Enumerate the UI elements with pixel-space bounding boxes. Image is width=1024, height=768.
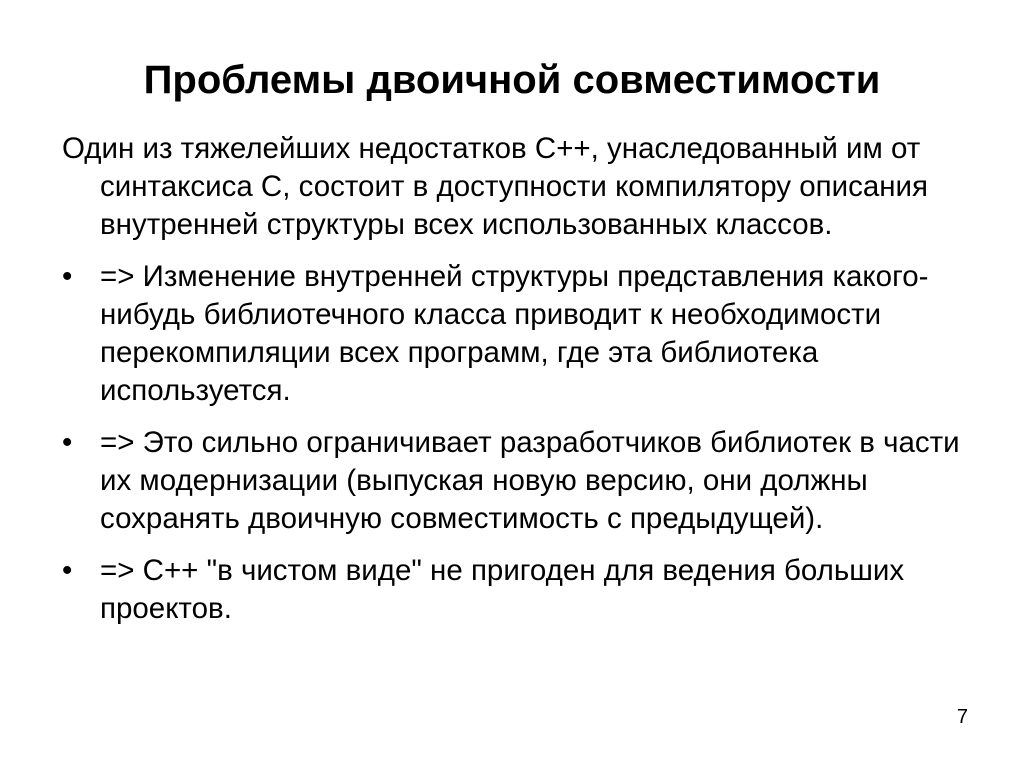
bullet-text: => C++ "в чистом виде" не пригоден для ведения больших проектов. — [100, 554, 905, 625]
bullet-dot-icon: • — [62, 260, 73, 293]
bullet-list — [62, 258, 982, 628]
bullet-item — [62, 424, 982, 538]
bullet-dot-icon: • — [62, 554, 73, 587]
page-number: 7 — [956, 706, 968, 728]
intro-paragraph: Один из тяжелейших недостатков C++, унаследованный им от синтаксиса C, состоит в доступности компилятору описания внутренней структуры всех использованных классов. — [62, 132, 929, 241]
bullet-item — [62, 552, 982, 628]
bullet-dot-icon: • — [62, 426, 73, 459]
slide-content — [62, 130, 982, 642]
bullet-item — [62, 258, 982, 410]
bullet-text: => Это сильно ограничивает разработчиков библиотек в части их модернизации (выпуская новую версию, они должны сохранять двоичную совместимость с предыдущей). — [100, 426, 960, 535]
bullet-text: => Изменение внутренней структуры представления какого-нибудь библиотечного класса приводит к необходимости перекомпиляции всех программ, где эта библиотека используется. — [100, 260, 929, 407]
slide-title: Проблемы двоичной совместимости — [143, 58, 881, 102]
